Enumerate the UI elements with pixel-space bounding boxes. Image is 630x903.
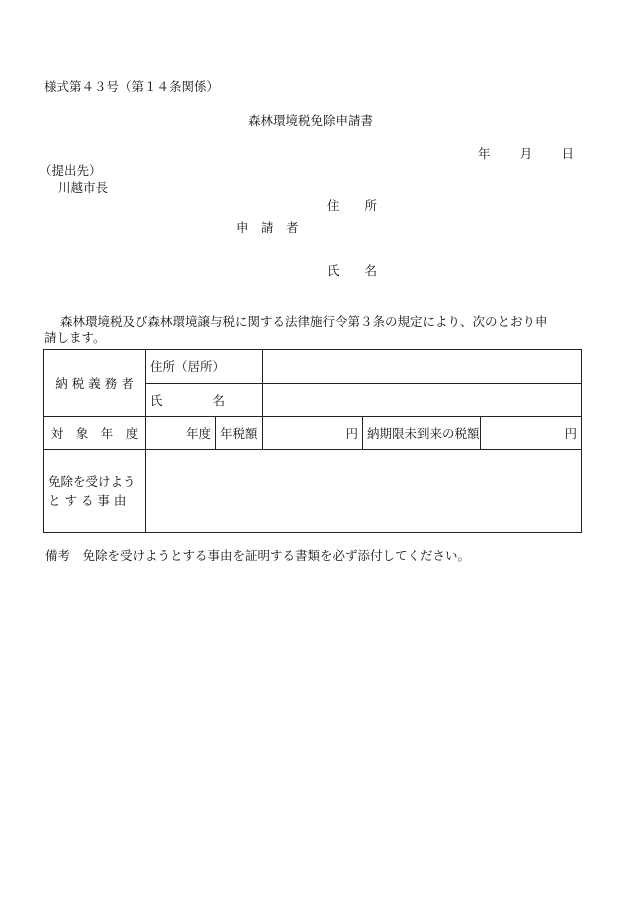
address-value-cell[interactable] — [263, 350, 582, 384]
yen-unit-label: 円 — [345, 425, 359, 441]
address-label: 住所（居所） — [150, 359, 226, 374]
reason-label-line2: と す る 事 由 — [48, 493, 127, 508]
name-label: 氏 名 — [150, 392, 226, 408]
name-label-cell — [146, 384, 263, 417]
application-table — [43, 349, 582, 533]
tax-amount-label: 年税額 — [220, 425, 258, 441]
taxpayer-label: 納 税 義 務 者 — [55, 375, 134, 391]
address-label-cell — [146, 350, 263, 384]
tax-amount-value-cell[interactable] — [263, 417, 363, 450]
body-text-line1: 森林環境税及び森林環境譲与税に関する法律施行令第３条の規定により、次のとおり申 — [60, 314, 548, 329]
target-year-label: 対 象 年 度 — [50, 425, 139, 441]
tax-amount-label-cell — [216, 417, 263, 450]
unpaid-tax-value-cell[interactable] — [481, 417, 582, 450]
name-value-cell[interactable] — [263, 384, 582, 417]
applicant-name-label: 氏 名 — [327, 263, 378, 278]
target-year-value-cell[interactable] — [146, 417, 216, 450]
unpaid-tax-label: 納期限未到来の税額 — [367, 425, 480, 441]
recipient-name: 川越市長 — [58, 180, 109, 195]
body-text-line2: 請します。 — [44, 330, 106, 345]
date-day-label: 日 — [561, 146, 574, 161]
reason-value-cell[interactable] — [146, 450, 582, 533]
applicant-label: 申 請 者 — [236, 220, 299, 235]
reason-label-cell — [44, 450, 146, 533]
table-row — [44, 417, 582, 450]
recipient-label: （提出先） — [39, 163, 102, 178]
target-year-label-cell — [44, 417, 146, 450]
date-month-label: 月 — [519, 146, 533, 161]
date-year-label: 年 — [478, 146, 491, 161]
form-title: 森林環境税免除申請書 — [248, 113, 374, 128]
taxpayer-label-cell — [44, 350, 146, 417]
form-number: 様式第４３号（第１４条関係） — [44, 79, 220, 94]
reason-label-line1: 免除を受けよう — [48, 473, 136, 489]
remarks-text: 備考 免除を受けようとする事由を証明する書類を必ず添付してください。 — [45, 548, 471, 563]
table-row — [44, 450, 582, 533]
applicant-address-label: 住 所 — [327, 198, 378, 213]
table-row — [44, 350, 582, 384]
date-line — [478, 148, 574, 161]
yen-unit-label: 円 — [564, 425, 578, 441]
year-unit-label: 年度 — [185, 425, 211, 441]
unpaid-tax-label-cell — [363, 417, 481, 450]
